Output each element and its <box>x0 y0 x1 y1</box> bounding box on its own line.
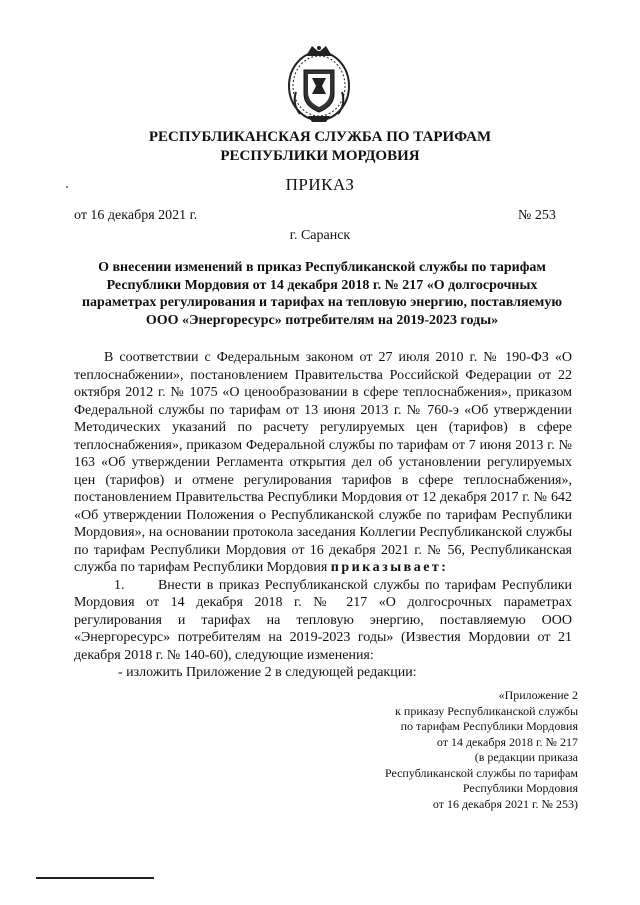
organization-name <box>60 128 580 166</box>
city: г. Саранск <box>289 228 351 243</box>
preamble-paragraph <box>74 349 572 577</box>
appendix-line: от 14 декабря 2018 г. № 217 <box>436 734 578 749</box>
appendix-line: к приказу Республиканской службы <box>395 703 578 718</box>
org-line-2: РЕСПУБЛИКИ МОРДОВИЯ <box>220 148 420 164</box>
order-body <box>74 349 572 682</box>
footnote-separator <box>36 877 154 879</box>
order-number: № 253 <box>518 208 556 223</box>
appendix-line: Республики Мордовия <box>462 781 578 795</box>
order-word: приказывает: <box>330 560 449 575</box>
coat-of-arms-emblem <box>286 42 352 126</box>
item-1 <box>74 577 572 665</box>
appendix-header <box>340 688 578 812</box>
org-line-1: РЕСПУБЛИКАНСКАЯ СЛУЖБА ПО ТАРИФАМ <box>148 129 492 145</box>
item-1-text: Внести в приказ Республиканской службы по тарифам Республики Мордовия от 14 декабря 2018 г. № 217 «О долгосрочных параметрах регулирования и тарифах на тепловую энергию, поставляемую ООО «Энергоресурс» потребителям на 2019-2023 годы» (Известия Мордовии от 21 декабря 2018 г. № 140-60), следующие изменения: <box>74 577 573 663</box>
appendix-line: «Приложение 2 <box>498 688 578 702</box>
appendix-line: от 16 декабря 2021 г. № 253) <box>432 796 578 811</box>
appendix-line: (в редакции приказа <box>474 750 578 764</box>
item-1-number: 1. <box>114 577 125 593</box>
appendix-line: Республиканской службы по тарифам <box>384 765 578 780</box>
dash-item: - изложить Приложение 2 в следующей редакции: <box>118 665 417 680</box>
order-title: О внесении изменений в приказ Республиканской службы по тарифам Республики Мордовия от 14 декабря 2018 г. № 217 «О долгосрочных параметрах регулирования и тарифах на тепловую энергию, поставляемую ООО «Энергоресурс» потребителям на 2019-2023 годы» <box>81 260 563 328</box>
appendix-line: по тарифам Республики Мордовия <box>400 719 578 733</box>
order-date: от 16 декабря 2021 г. <box>74 208 198 223</box>
preamble-text: В соответствии с Федеральным законом от 27 июля 2010 г. № 190-ФЗ «О теплоснабжении», постановлением Правительства Российской Федерации от 22 октября 2012 г. № 1075 «О ценообразовании в сфере теплоснабжения», приказом Федеральной службы по тарифам от 13 июня 2013 г. № 760-э «Об утверждении Методических указаний по расчету регулируемых цен (тарифов) в сфере теплоснабжения», приказом Федеральной службы по тарифам от 7 июня 2013 г. № 163 «Об утверждении Регламента открытия дел об установлении регулируемых цен (тарифов) и отмене регулирования тарифов в сфере теплоснабжения», постановлением Правительства Республики Мордовия от 12 декабря 2017 г. № 642 «Об утверждении Положения о Республиканской службе по тарифам Республики Мордовия», на основании протокола заседания Коллегии Республиканской службы по тарифам Республики Мордовия от 16 декабря 2021 г. № 56, Республиканская служба по тарифам Республики Мордовия <box>74 350 572 575</box>
document-type: ПРИКАЗ <box>285 175 355 194</box>
